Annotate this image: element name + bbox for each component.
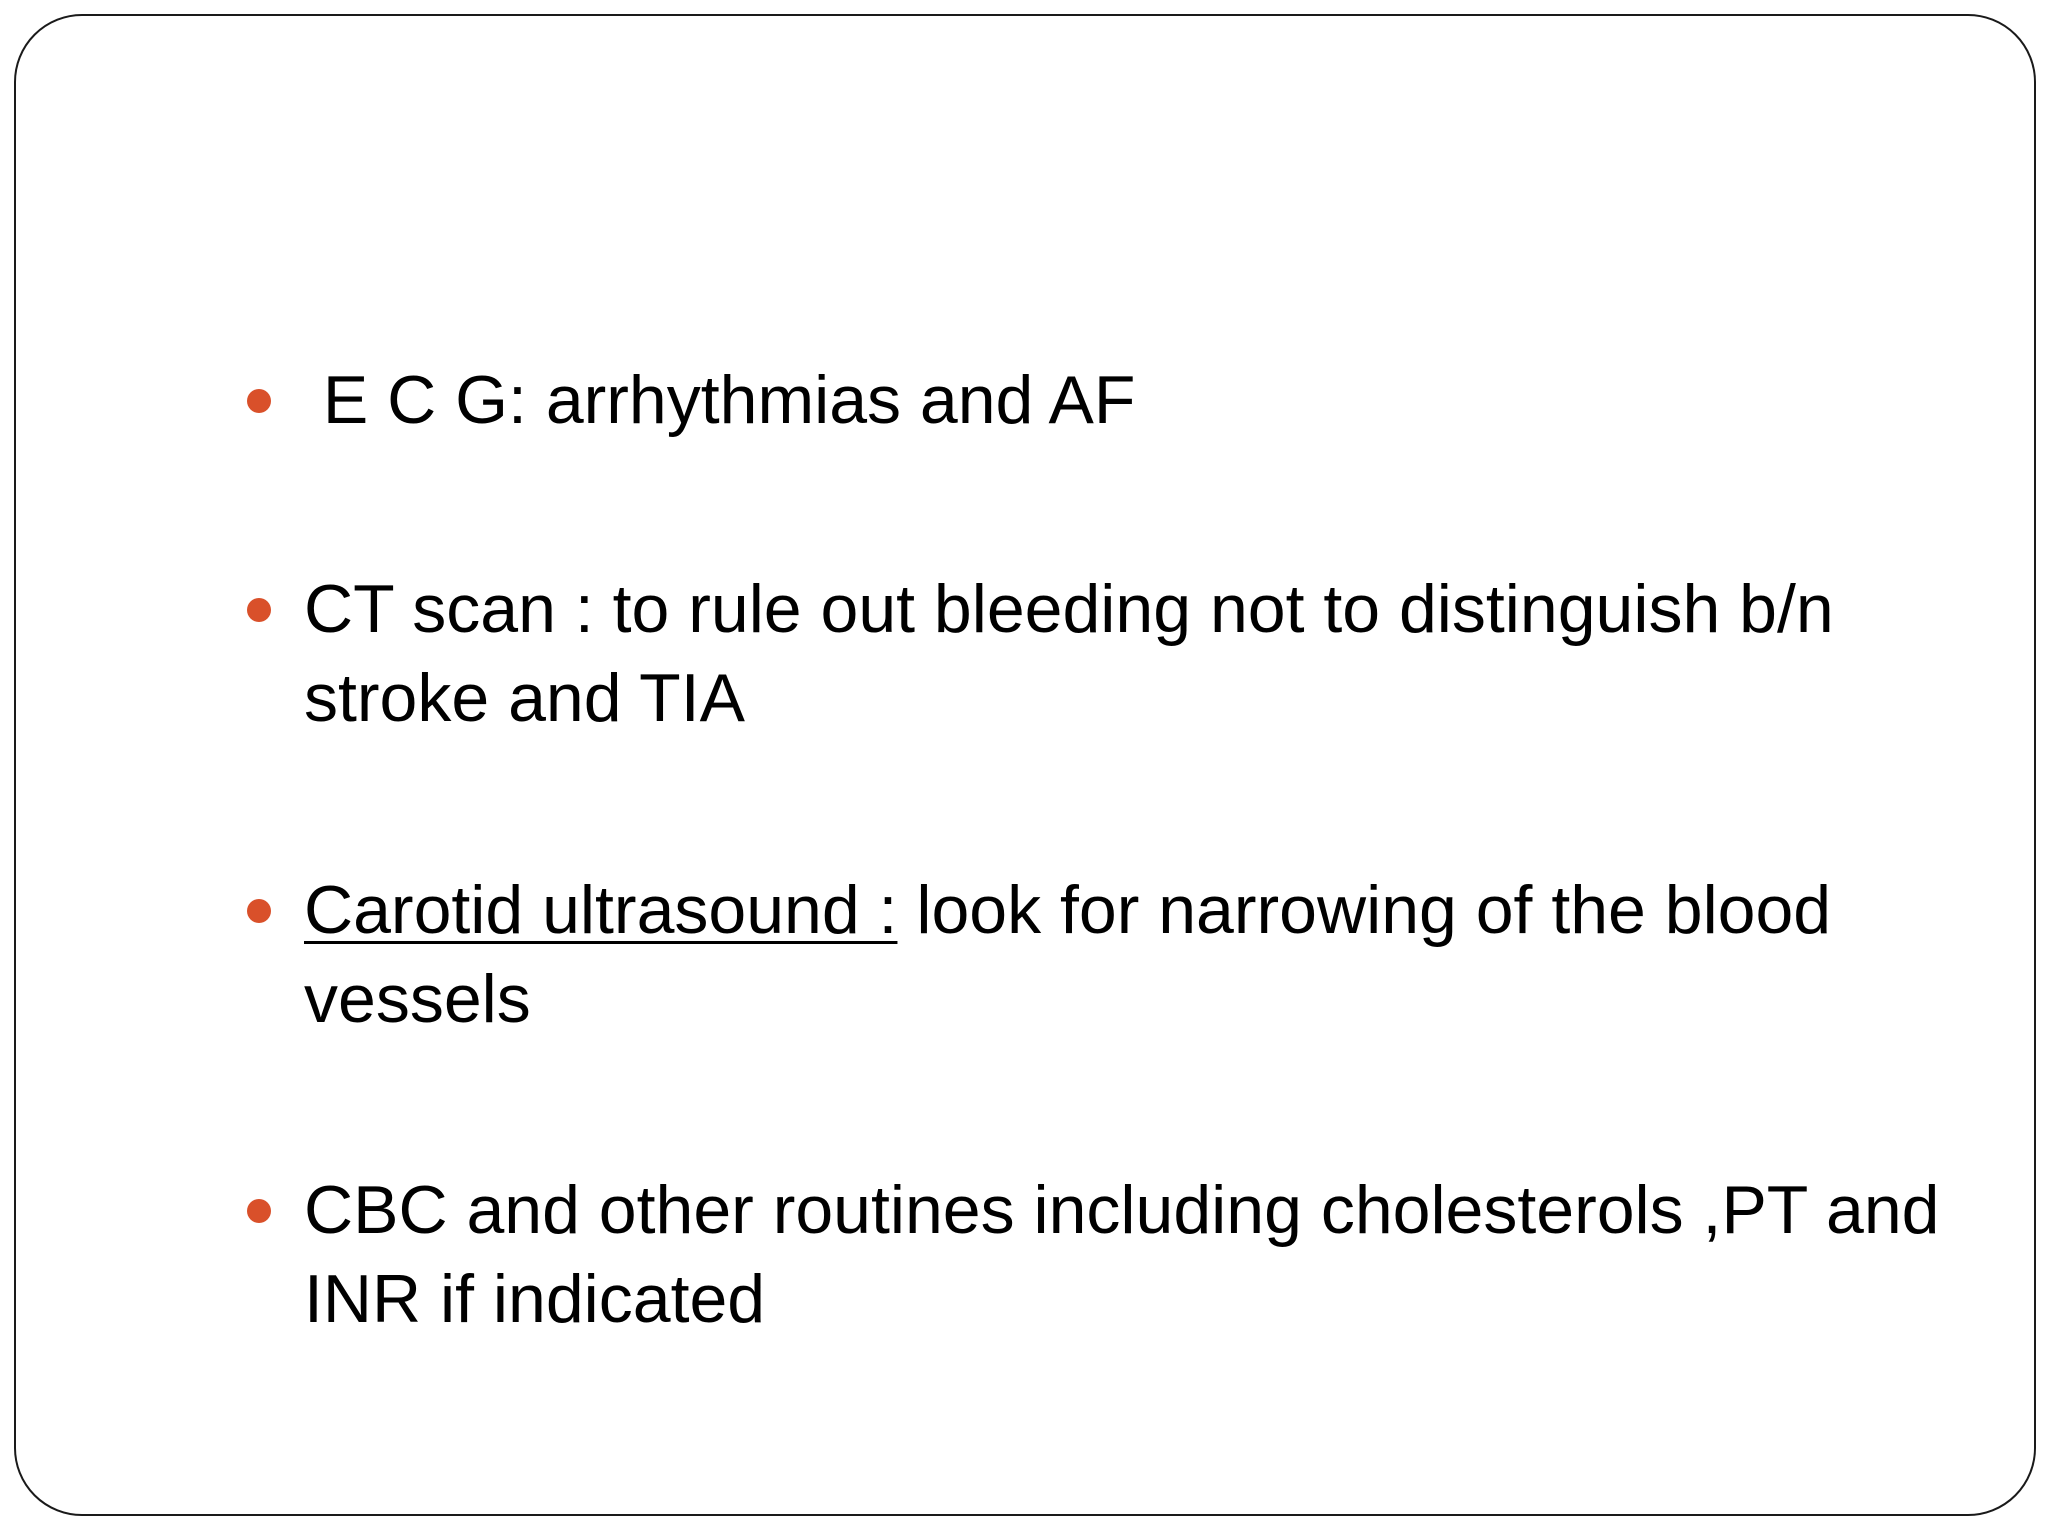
bullet-underlined-term: Carotid ultrasound : (304, 872, 898, 948)
bullet-list (16, 16, 2034, 1514)
bullet-dot-icon (247, 598, 271, 622)
bullet-item-cbc (304, 1166, 1984, 1344)
bullet-item-carotid-ultrasound (304, 866, 1984, 1044)
bullet-dot-icon (247, 899, 271, 923)
bullet-text: CBC and other routines including cholesterols ,PT and INR if indicated (304, 1172, 1940, 1337)
bullet-dot-icon (247, 1199, 271, 1223)
bullet-text: CT scan : to rule out bleeding not to distinguish b/n stroke and TIA (304, 571, 1834, 736)
bullet-item-ct-scan (304, 565, 1984, 743)
bullet-dot-icon (247, 389, 271, 413)
bullet-text: E C G: arrhythmias and AF (304, 362, 1136, 438)
bullet-item-ecg (304, 356, 1984, 445)
slide-frame (14, 14, 2036, 1516)
bullet-text: look for narrowing of the blood vessels (304, 872, 1851, 1037)
